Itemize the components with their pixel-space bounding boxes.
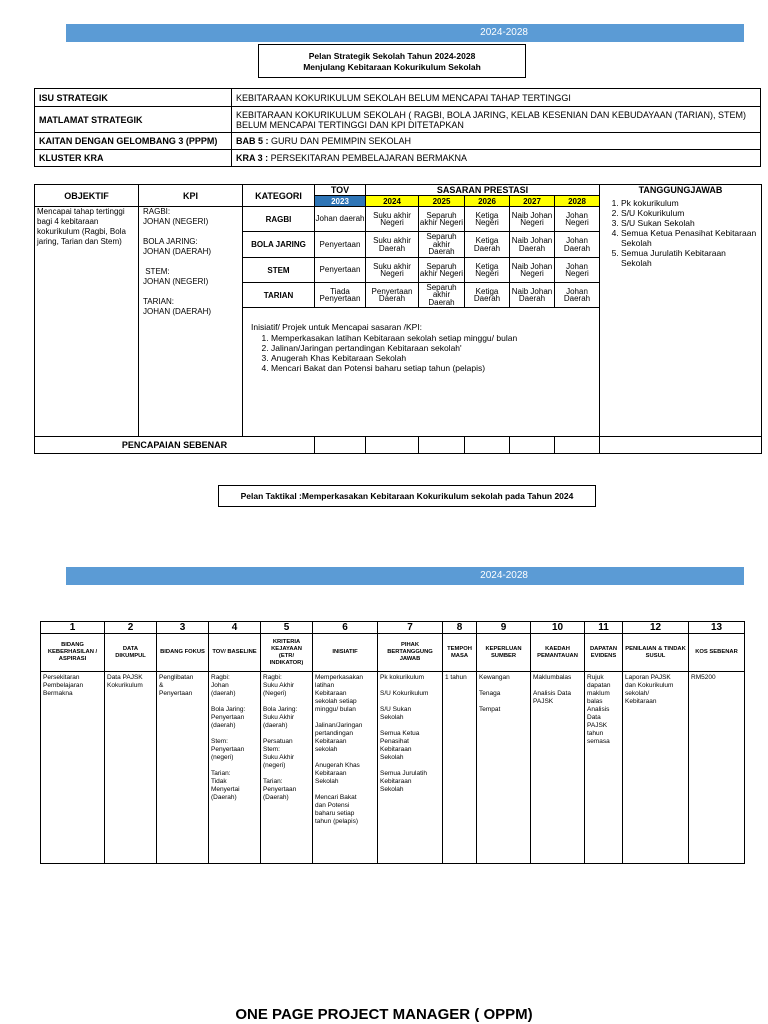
inisiatif-block xyxy=(243,308,600,437)
target-cell: Penyertaan xyxy=(315,232,366,258)
oppm-cell: Penglibatan & Penyertaan xyxy=(157,672,209,864)
target-cell: Separuh akhir Daerah xyxy=(419,232,465,258)
objective-kpi-table xyxy=(34,184,762,454)
list-item: 1. Pk kokurikulum xyxy=(621,198,757,208)
header-kategori: KATEGORI xyxy=(243,185,315,207)
target-cell: Ketiga Negeri xyxy=(465,207,510,232)
target-cell: Ketiga Negeri xyxy=(465,258,510,283)
oppm-cell: Rujuk dapatan maklum balas Analisis Data PAJSK tahun semasa xyxy=(585,672,623,864)
target-cell: Suku akhir Negeri xyxy=(366,207,419,232)
header-tov: TOV xyxy=(315,185,366,196)
kategori-tarian: TARIAN xyxy=(243,283,315,308)
info-value: BAB 5 : GURU DAN PEMIMPIN SEKOLAH xyxy=(232,133,761,150)
oppm-cell: Memperkasakan latihan Kebitaraan sekolah setiap minggu/ bulan Jalinan/Jaringan pertandingan Kebitaraan sekolah Anugerah Khas Kebitaraan Sekolah Mencari Bakat dan Potensi baharu setiap tahun (pelapis) xyxy=(313,672,378,864)
column-number: 9 xyxy=(477,622,531,634)
target-cell: Naib Johan Negeri xyxy=(510,258,555,283)
list-item: 3. Anugerah Khas Kebitaraan Sekolah xyxy=(271,353,599,363)
plan-title-line1: Pelan Strategik Sekolah Tahun 2024-2028 xyxy=(308,51,476,61)
list-item: 3. S/U Sukan Sekolah xyxy=(621,218,757,228)
oppm-header-row xyxy=(41,634,745,672)
oppm-cell: Pk kokurikulum S/U Kokurikulum S/U Sukan Sekolah Semua Ketua Penasihat Kebitaraan Sekolah Semua Jurulatih Kebitaraan Sekolah xyxy=(378,672,443,864)
target-cell: Tiada Penyertaan xyxy=(315,283,366,308)
list-item: 2. S/U Kokurikulum xyxy=(621,208,757,218)
target-cell: Suku akhir Daerah xyxy=(366,232,419,258)
target-cell: Penyertaan Daerah xyxy=(366,283,419,308)
column-header: PIHAK BERTANGGUNG JAWAB xyxy=(378,634,443,672)
target-cell: Naib Johan Daerah xyxy=(510,232,555,258)
column-header: BIDANG FOKUS xyxy=(157,634,209,672)
column-number: 5 xyxy=(261,622,313,634)
target-cell: Separuh akhir Daerah xyxy=(419,283,465,308)
column-number: 4 xyxy=(209,622,261,634)
strategic-info-table xyxy=(34,88,761,167)
pelan-taktikal: Pelan Taktikal :Memperkasakan Kebitaraan Kokurikulum sekolah pada Tahun 2024 xyxy=(218,485,596,507)
target-cell: Penyertaan xyxy=(315,258,366,283)
kategori-ragbi: RAGBI xyxy=(243,207,315,232)
oppm-cell: Laporan PAJSK dan Kokurikulum sekolah/ Kebitaraan xyxy=(623,672,689,864)
column-header: BIDANG KEBERHASILAN / ASPIRASI xyxy=(41,634,105,672)
year-banner-bottom: 2024-2028 xyxy=(66,567,744,585)
column-header: KEPERLUAN SUMBER xyxy=(477,634,531,672)
oppm-cell: Data PAJSK Kokurikulum xyxy=(105,672,157,864)
oppm-cell: Ragbi: Johan (daerah) Bola Jaring: Penyertaan (daerah) Stem: Penyertaan (negeri) Tarian: Tidak Menyertai (Daerah) xyxy=(209,672,261,864)
column-header: TEMPOH MASA xyxy=(443,634,477,672)
info-value: KRA 3 : PERSEKITARAN PEMBELAJARAN BERMAKNA xyxy=(232,150,761,167)
info-row xyxy=(35,107,761,133)
kategori-bola-jaring: BOLA JARING xyxy=(243,232,315,258)
header-kpi: KPI xyxy=(139,185,243,207)
column-number: 1 xyxy=(41,622,105,634)
oppm-page-title: ONE PAGE PROJECT MANAGER ( OPPM) xyxy=(235,1006,533,1023)
target-cell: Naib Johan Negeri xyxy=(510,207,555,232)
column-number: 13 xyxy=(689,622,745,634)
column-header: PENILAIAN & TINDAK SUSUL xyxy=(623,634,689,672)
info-value: KEBITARAAN KOKURIKULUM SEKOLAH ( RAGBI, BOLA JARING, KELAB KESENIAN DAN KEBUDAYAAN (TARIAN), STEM) BELUM MENCAPAI TERTINGGI DAN KPI DITETAPKAN xyxy=(232,107,761,133)
info-label: KAITAN DENGAN GELOMBANG 3 (PPPM) xyxy=(35,133,232,150)
info-label: KLUSTER KRA xyxy=(35,150,232,167)
info-label: ISU STRATEGIK xyxy=(35,89,232,107)
year-2024: 2024 xyxy=(366,196,419,207)
target-cell: Suku akhir Negeri xyxy=(366,258,419,283)
header-tanggungjawab: TANGGUNGJAWAB xyxy=(600,185,762,196)
list-item: 4. Mencari Bakat dan Potensi baharu setiap tahun (pelapis) xyxy=(271,363,599,373)
list-item: 2. Jalinan/Jaringan pertandingan Kebitaraan sekolah' xyxy=(271,343,599,353)
column-header: KRITERIA KEJAYAAN (ETR/ INDIKATOR) xyxy=(261,634,313,672)
column-number: 12 xyxy=(623,622,689,634)
column-header: TOV/ BASELINE xyxy=(209,634,261,672)
info-label: MATLAMAT STRATEGIK xyxy=(35,107,232,133)
list-item: 5. Semua Jurulatih Kebitaraan Sekolah xyxy=(621,248,757,268)
oppm-cell: Ragbi: Suku Akhir (Negeri) Bola Jaring: Suku Akhir (daerah) Persatuan Stem: Suku Akhir (negeri) Tarian: Penyertaan (Daerah) xyxy=(261,672,313,864)
info-row xyxy=(35,133,761,150)
info-value: KEBITARAAN KOKURIKULUM SEKOLAH BELUM MENCAPAI TAHAP TERTINGGI xyxy=(232,89,761,107)
tanggungjawab-list xyxy=(600,196,762,437)
column-header: KAEDAH PEMANTAUAN xyxy=(531,634,585,672)
column-number: 3 xyxy=(157,622,209,634)
target-cell: Naib Johan Daerah xyxy=(510,283,555,308)
oppm-cell: Maklumbalas Analisis Data PAJSK xyxy=(531,672,585,864)
year-2023: 2023 xyxy=(315,196,366,207)
column-header: INISIATIF xyxy=(313,634,378,672)
column-header: KOS SEBENAR xyxy=(689,634,745,672)
plan-title-line2: Menjulang Kebitaraan Kokurikulum Sekolah xyxy=(303,62,481,72)
oppm-table xyxy=(40,621,745,864)
year-banner-top: 2024-2028 xyxy=(66,24,744,42)
year-2025: 2025 xyxy=(419,196,465,207)
pencapaian-sebenar-label: PENCAPAIAN SEBENAR xyxy=(35,437,315,454)
target-cell: Separuh akhir Negeri xyxy=(419,207,465,232)
header-sasaran: SASARAN PRESTASI xyxy=(366,185,600,196)
target-cell: Johan Daerah xyxy=(555,283,600,308)
column-header: DAPATAN EVIDENS xyxy=(585,634,623,672)
objektif-text: Mencapai tahap tertinggi bagi 4 kebitaraan kokurikulum (Ragbi, Bola jaring, Tarian dan Stem) xyxy=(35,207,139,437)
target-cell: Johan Negeri xyxy=(555,207,600,232)
column-number: 10 xyxy=(531,622,585,634)
oppm-cell: Persekitaran Pembelajaran Bermakna xyxy=(41,672,105,864)
column-number: 8 xyxy=(443,622,477,634)
year-2027: 2027 xyxy=(510,196,555,207)
oppm-cell: RM5200 xyxy=(689,672,745,864)
column-number: 6 xyxy=(313,622,378,634)
kategori-stem: STEM xyxy=(243,258,315,283)
info-row xyxy=(35,150,761,167)
kpi-list: RAGBI: JOHAN (NEGERI) BOLA JARING: JOHAN (DAERAH) STEM: JOHAN (NEGERI) TARIAN: JOHAN (DAERAH) xyxy=(139,207,243,437)
target-cell: Ketiga Daerah xyxy=(465,232,510,258)
plan-title-box xyxy=(258,44,526,78)
column-number: 2 xyxy=(105,622,157,634)
header-objektif: OBJEKTIF xyxy=(35,185,139,207)
oppm-cell: Kewangan Tenaga Tempat xyxy=(477,672,531,864)
column-number: 11 xyxy=(585,622,623,634)
year-2028: 2028 xyxy=(555,196,600,207)
column-number: 7 xyxy=(378,622,443,634)
oppm-number-row xyxy=(41,622,745,634)
column-header: DATA DIKUMPUL xyxy=(105,634,157,672)
list-item: 4. Semua Ketua Penasihat Kebitaraan Sekolah xyxy=(621,228,757,248)
list-item: 1. Memperkasakan latihan Kebitaraan sekolah setiap minggu/ bulan xyxy=(271,333,599,343)
oppm-cell: 1 tahun xyxy=(443,672,477,864)
target-cell: Separuh akhir Negeri xyxy=(419,258,465,283)
target-cell: Johan Daerah xyxy=(555,232,600,258)
table-row xyxy=(41,672,745,864)
target-cell: Johan Negeri xyxy=(555,258,600,283)
year-2026: 2026 xyxy=(465,196,510,207)
info-row xyxy=(35,89,761,107)
target-cell: Johan daerah xyxy=(315,207,366,232)
inisiatif-title: Inisiatif/ Projek untuk Mencapai sasaran /KPI: xyxy=(251,322,423,332)
target-cell: Ketiga Daerah xyxy=(465,283,510,308)
